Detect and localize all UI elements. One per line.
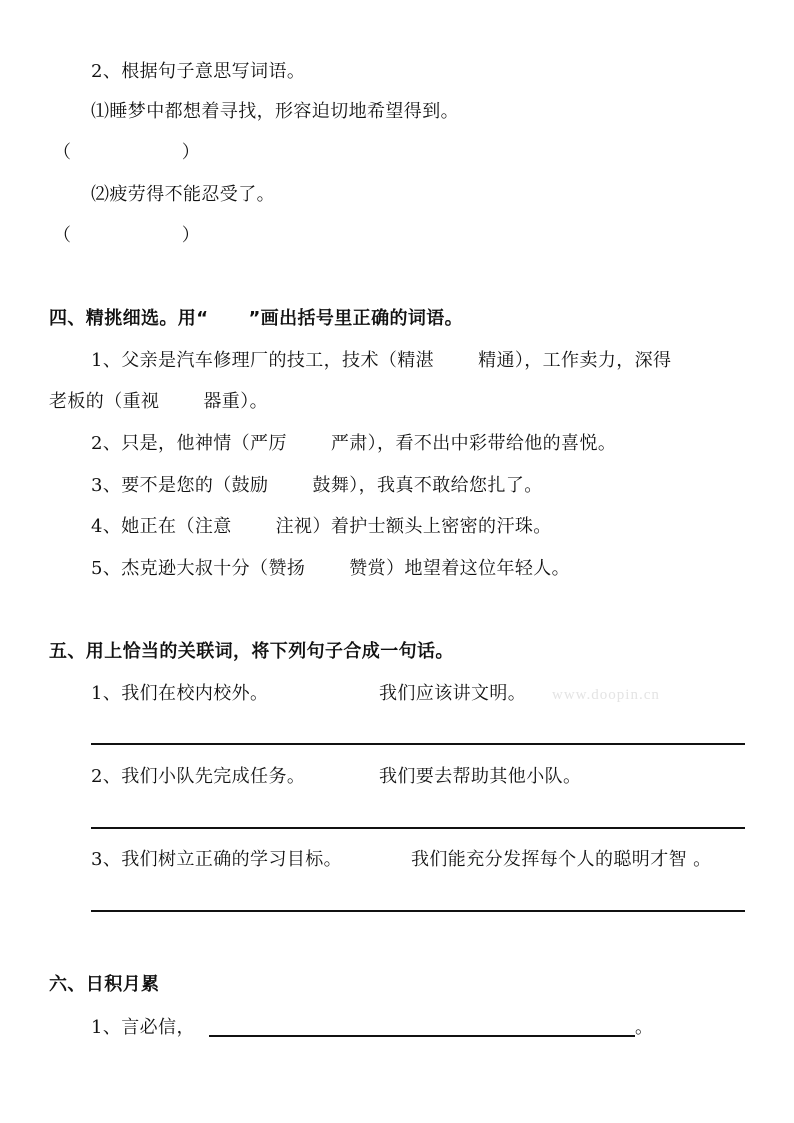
section-5-item-1-right: 我们应该讲文明。 — [379, 683, 527, 704]
section-4-item-4 — [91, 515, 552, 539]
section-4-item-1-line-2 — [49, 390, 268, 414]
choice-text: 3、要不是您的（鼓励 — [91, 475, 269, 496]
section-6-item-1-prefix: 1、言必信， — [91, 1017, 195, 1038]
section-5-item-3-right: 我们能充分发挥每个人的聪明才智 。 — [411, 849, 712, 870]
section-4-heading — [49, 307, 463, 331]
answer-line-5-3[interactable] — [91, 910, 745, 912]
choice-text: 严肃），看不出中彩带给他的喜悦。 — [330, 433, 617, 454]
question-2-1: ⑴睡梦中都想着寻找，形容迫切地希望得到。 — [91, 101, 459, 122]
section-4-item-3 — [91, 474, 543, 498]
section-6-heading: 六、日积月累 — [49, 974, 160, 995]
section-5-item-2-left: 2、我们小队先完成任务。 — [91, 766, 306, 787]
section-5-heading: 五、用上恰当的关联词，将下列句子合成一句话。 — [49, 641, 454, 662]
watermark: www.doopin.cn — [552, 687, 660, 703]
answer-line-6-1[interactable] — [209, 1035, 635, 1037]
section-5-item-2-right: 我们要去帮助其他小队。 — [379, 766, 582, 787]
choice-text: 2、只是，他神情（严厉 — [91, 433, 287, 454]
answer-line-5-2[interactable] — [91, 827, 745, 829]
choice-text: 器重）。 — [203, 391, 269, 412]
section-4-heading-pre: 四、精挑细选。用“ — [49, 308, 209, 329]
section-5-item-1-left: 1、我们在校内校外。 — [91, 683, 269, 704]
choice-text: 老板的（重视 — [49, 391, 160, 412]
answer-blank-2-2[interactable]: （ ） — [53, 225, 201, 246]
answer-line-5-1[interactable] — [91, 743, 745, 745]
choice-text: 注视）着护士额头上密密的汗珠。 — [275, 516, 552, 537]
question-2-2: ⑵疲劳得不能忍受了。 — [91, 184, 275, 205]
choice-text: 1、父亲是汽车修理厂的技工，技术（精湛 — [91, 350, 435, 371]
question-2-title: 2、根据句子意思写词语。 — [91, 61, 306, 82]
section-4-item-5 — [91, 557, 570, 581]
section-5-item-3-left: 3、我们树立正确的学习目标。 — [91, 849, 343, 870]
section-4-heading-post: ”画出括号里正确的词语。 — [248, 308, 464, 329]
section-4-item-2 — [91, 432, 616, 456]
answer-blank-2-1[interactable]: （ ） — [53, 142, 201, 163]
choice-text: 5、杰克逊大叔十分（赞扬 — [91, 558, 306, 579]
choice-text: 鼓舞），我真不敢给您扎了。 — [312, 475, 543, 496]
choice-text: 精通），工作卖力，深得 — [478, 350, 672, 371]
section-6-item-1-suffix: 。 — [635, 1017, 654, 1038]
choice-text: 赞赏）地望着这位年轻人。 — [349, 558, 571, 579]
section-4-item-1-line-1 — [91, 349, 671, 373]
choice-text: 4、她正在（注意 — [91, 516, 232, 537]
